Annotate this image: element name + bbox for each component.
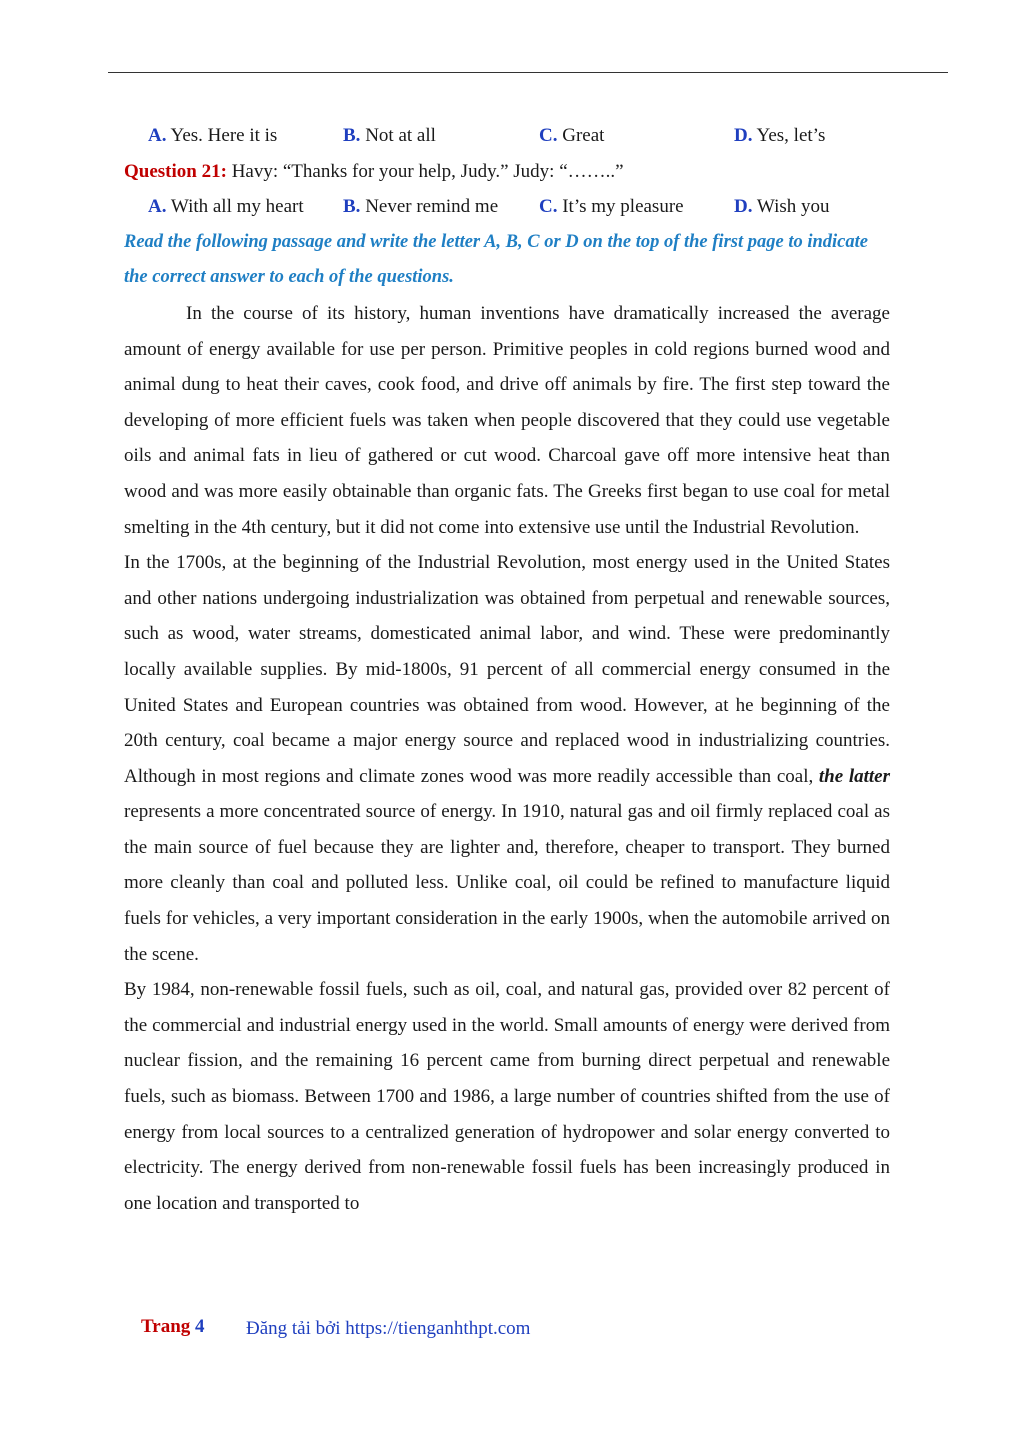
option-letter: A. bbox=[148, 196, 167, 218]
header-rule bbox=[108, 72, 948, 73]
option-text: Yes. Here it is bbox=[166, 125, 278, 146]
passage-paragraph-1: In the course of its history, human inventions have dramatically increased the average amount of energy available for use per person. Primitive peoples in cold regions burned wood and animal dung to heat their caves, cook food, and drive off animals by fire. The first step toward the developing of more efficient fuels was taken when people discovered that they could use vegetable oils and animal fats in lieu of gathered or cut wood. Charcoal gave off more intensive heat than wood and was more easily obtainable than organic fats. The Greeks first began to use coal for metal smelting in the 4th century, but it did not come into extensive use until the Industrial Revolution. bbox=[124, 302, 890, 538]
emphasized-phrase: the latter bbox=[818, 765, 890, 787]
option-a[interactable] bbox=[148, 118, 343, 154]
option-text: Great bbox=[557, 125, 605, 146]
question-text: Havy: “Thanks for your help, Judy.” Judy: “……..” bbox=[226, 160, 624, 182]
option-text: With all my heart bbox=[166, 196, 304, 218]
option-text: Not at all bbox=[360, 125, 436, 146]
option-text: Yes, let’s bbox=[752, 125, 826, 146]
option-c[interactable] bbox=[539, 118, 734, 154]
option-text: Wish you bbox=[752, 196, 830, 218]
question-21-options bbox=[124, 189, 890, 225]
question-label: Question 21: bbox=[124, 160, 227, 182]
page-footer bbox=[141, 1316, 531, 1339]
option-text: It’s my pleasure bbox=[557, 196, 684, 218]
option-letter: D. bbox=[734, 125, 753, 146]
question-20-options bbox=[124, 118, 890, 154]
option-d[interactable] bbox=[734, 118, 825, 154]
option-letter: C. bbox=[539, 196, 558, 218]
passage-paragraph-2 bbox=[124, 545, 890, 972]
option-text: Never remind me bbox=[360, 196, 499, 218]
option-a[interactable] bbox=[148, 189, 343, 225]
source-link[interactable]: Đăng tải bởi https://tienganhthpt.com bbox=[246, 1318, 531, 1339]
option-letter: B. bbox=[343, 125, 361, 146]
option-b[interactable] bbox=[343, 189, 539, 225]
reading-instruction: Read the following passage and write the letter A, B, C or D on the top of the first page to indicate the correct answer to each of the questions. bbox=[124, 231, 868, 288]
option-b[interactable] bbox=[343, 118, 539, 154]
option-letter: A. bbox=[148, 125, 167, 146]
option-c[interactable] bbox=[539, 189, 734, 225]
option-letter: D. bbox=[734, 196, 753, 218]
question-21 bbox=[124, 154, 890, 190]
option-letter: B. bbox=[343, 196, 361, 218]
page-content bbox=[124, 118, 890, 1221]
passage-paragraph-3: By 1984, non-renewable fossil fuels, such as oil, coal, and natural gas, provided over 82 percent of the commercial and industrial energy used in the world. Small amounts of energy were derived from nuclear fission, and the remaining 16 percent came from burning direct perpetual and renewable fuels, such as biomass. Between 1700 and 1986, a large number of countries shifted from the use of energy from local sources to a centralized generation of hydropower and solar energy converted to electricity. The energy derived from non-renewable fossil fuels has been increasingly produced in one location and transported to bbox=[124, 979, 890, 1214]
page-number: 4 bbox=[195, 1316, 205, 1337]
paragraph-text: In the 1700s, at the beginning of the Industrial Revolution, most energy used in the United States and other nations undergoing industrialization was obtained from perpetual and renewable sources, such as wood, water streams, domesticated animal labor, and wind. These were predominantly locally available supplies. By mid-1800s, 91 percent of all commercial energy consumed in the United States and European countries was obtained from wood. However, at he beginning of the 20th century, coal became a major energy source and replaced wood in industrializing countries. Although in most regions and climate zones wood was more readily accessible than coal, bbox=[124, 552, 890, 787]
page-label: Trang bbox=[141, 1316, 196, 1337]
option-d[interactable] bbox=[734, 189, 830, 225]
paragraph-text: represents a more concentrated source of energy. In 1910, natural gas and oil firmly replaced coal as the main source of fuel because they are lighter and, therefore, cheaper to transport. They burned more cleanly than coal and polluted less. Unlike coal, oil could be refined to manufacture liquid fuels for vehicles, a very important consideration in the early 1900s, when the automobile arrived on the scene. bbox=[124, 801, 890, 965]
option-letter: C. bbox=[539, 125, 558, 146]
